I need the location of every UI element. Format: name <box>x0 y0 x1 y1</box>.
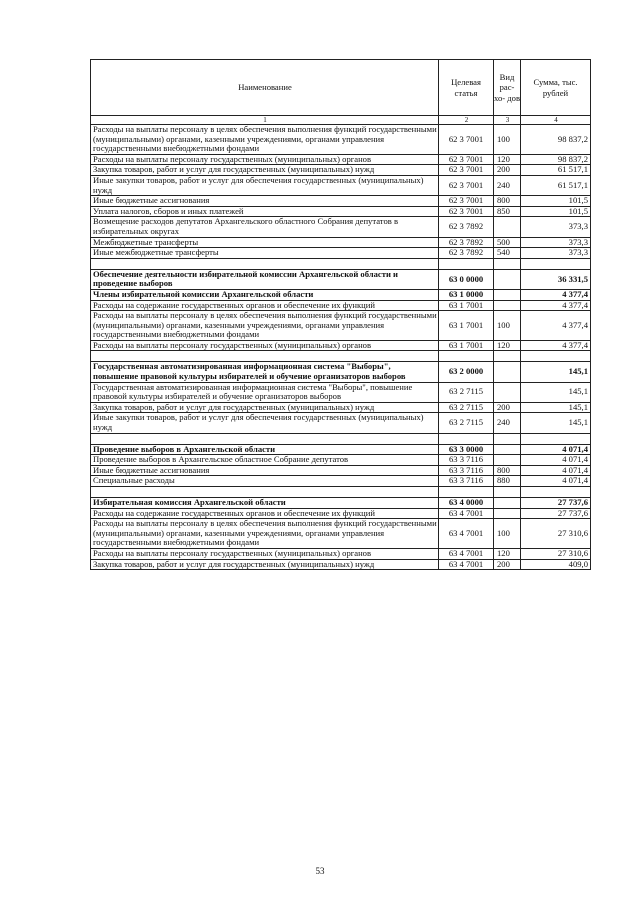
table-row <box>91 402 591 413</box>
cell-kind: 200 <box>494 402 521 413</box>
table-row <box>91 217 591 237</box>
cell-kind: 880 <box>494 476 521 487</box>
cell-kind <box>494 269 521 289</box>
table-row <box>91 154 591 165</box>
cell-name: Закупка товаров, работ и услуг для государственных (муниципальных) нужд <box>91 559 439 570</box>
cell-kind <box>494 444 521 455</box>
cell-sum: 98 837,2 <box>521 125 591 155</box>
cell-kind: 500 <box>494 237 521 248</box>
budget-table <box>90 59 591 570</box>
table-row <box>91 300 591 311</box>
cell-kind <box>494 351 521 362</box>
table-header-row <box>91 60 591 116</box>
cell-sum: 409,0 <box>521 559 591 570</box>
cell-name: Обеспечение деятельности избирательной комиссии Архангельской области и проведение выборов <box>91 269 439 289</box>
cell-code: 63 0 0000 <box>439 269 494 289</box>
cell-name: Расходы на выплаты персоналу в целях обеспечения выполнения функций государственными (муниципальными) органами, казенными учреждениями, органами управления государственными внебюджетными фондами <box>91 311 439 341</box>
cell-name <box>91 487 439 498</box>
table-row <box>91 175 591 195</box>
cell-code <box>439 351 494 362</box>
column-number: 4 <box>521 116 591 125</box>
cell-code: 63 2 7115 <box>439 382 494 402</box>
cell-name: Иные межбюджетные трансферты <box>91 248 439 259</box>
cell-name: Иные бюджетные ассигнования <box>91 196 439 207</box>
cell-sum: 27 310,6 <box>521 519 591 549</box>
cell-sum: 4 071,4 <box>521 455 591 466</box>
cell-sum: 27 737,6 <box>521 498 591 509</box>
cell-code: 62 3 7892 <box>439 217 494 237</box>
cell-name <box>91 351 439 362</box>
cell-sum: 4 377,4 <box>521 340 591 351</box>
cell-name: Расходы на содержание государственных органов и обеспечение их функций <box>91 300 439 311</box>
cell-name <box>91 258 439 269</box>
cell-kind: 240 <box>494 413 521 433</box>
cell-code: 63 4 7001 <box>439 548 494 559</box>
cell-kind <box>494 498 521 509</box>
cell-name: Расходы на выплаты персоналу в целях обеспечения выполнения функций государственными (муниципальными) органами, казенными учреждениями, органами управления государственными внебюджетными фондами <box>91 125 439 155</box>
cell-sum: 4 071,4 <box>521 444 591 455</box>
column-number: 2 <box>439 116 494 125</box>
cell-kind: 120 <box>494 340 521 351</box>
cell-kind: 240 <box>494 175 521 195</box>
cell-code: 63 1 0000 <box>439 289 494 300</box>
cell-sum <box>521 433 591 444</box>
cell-name: Закупка товаров, работ и услуг для государственных (муниципальных) нужд <box>91 165 439 176</box>
cell-name: Уплата налогов, сборов и иных платежей <box>91 206 439 217</box>
table-row <box>91 548 591 559</box>
cell-code: 63 2 0000 <box>439 362 494 382</box>
cell-code: 63 3 7116 <box>439 455 494 466</box>
cell-code <box>439 487 494 498</box>
cell-kind <box>494 258 521 269</box>
cell-code <box>439 433 494 444</box>
cell-sum: 61 517,1 <box>521 175 591 195</box>
cell-kind: 850 <box>494 206 521 217</box>
cell-code: 63 4 7001 <box>439 559 494 570</box>
cell-kind: 540 <box>494 248 521 259</box>
cell-name: Расходы на выплаты персоналу государственных (муниципальных) органов <box>91 154 439 165</box>
cell-kind <box>494 362 521 382</box>
cell-code: 63 3 7116 <box>439 476 494 487</box>
cell-kind <box>494 289 521 300</box>
cell-name: Межбюджетные трансферты <box>91 237 439 248</box>
table-row <box>91 362 591 382</box>
cell-code: 62 3 7001 <box>439 165 494 176</box>
cell-sum: 4 377,4 <box>521 300 591 311</box>
cell-code: 62 3 7001 <box>439 154 494 165</box>
cell-name: Члены избирательной комиссии Архангельской области <box>91 289 439 300</box>
cell-code <box>439 258 494 269</box>
table-row <box>91 165 591 176</box>
cell-sum: 36 331,5 <box>521 269 591 289</box>
cell-name: Проведение выборов в Архангельской области <box>91 444 439 455</box>
cell-code: 63 2 7115 <box>439 402 494 413</box>
cell-code: 62 3 7001 <box>439 125 494 155</box>
table-row <box>91 351 591 362</box>
cell-name: Специальные расходы <box>91 476 439 487</box>
cell-name: Государственная автоматизированная информационная система "Выборы", повышение правовой культуры избирателей и обучение организаторов выборов <box>91 362 439 382</box>
cell-code: 62 3 7001 <box>439 206 494 217</box>
table-row <box>91 258 591 269</box>
cell-name: Расходы на содержание государственных органов и обеспечение их функций <box>91 508 439 519</box>
cell-sum <box>521 351 591 362</box>
table-row <box>91 455 591 466</box>
cell-sum: 61 517,1 <box>521 165 591 176</box>
table-row <box>91 382 591 402</box>
cell-sum: 101,5 <box>521 206 591 217</box>
table-row <box>91 413 591 433</box>
cell-kind <box>494 433 521 444</box>
cell-kind: 800 <box>494 465 521 476</box>
cell-name: Иные бюджетные ассигнования <box>91 465 439 476</box>
cell-kind: 200 <box>494 559 521 570</box>
cell-name: Проведение выборов в Архангельское областное Собрание депутатов <box>91 455 439 466</box>
table-row <box>91 311 591 341</box>
cell-sum <box>521 258 591 269</box>
cell-sum: 145,1 <box>521 402 591 413</box>
table-row <box>91 465 591 476</box>
cell-sum: 145,1 <box>521 382 591 402</box>
table-row <box>91 206 591 217</box>
cell-sum: 98 837,2 <box>521 154 591 165</box>
cell-sum: 4 071,4 <box>521 465 591 476</box>
cell-sum: 27 310,6 <box>521 548 591 559</box>
page-number: 53 <box>315 866 325 876</box>
cell-code: 62 3 7892 <box>439 237 494 248</box>
table-row <box>91 498 591 509</box>
column-number: 1 <box>91 116 439 125</box>
cell-kind <box>494 508 521 519</box>
cell-sum: 101,5 <box>521 196 591 207</box>
cell-kind <box>494 455 521 466</box>
table-row <box>91 340 591 351</box>
cell-sum: 4 377,4 <box>521 289 591 300</box>
cell-sum: 373,3 <box>521 248 591 259</box>
cell-sum <box>521 487 591 498</box>
table-row <box>91 559 591 570</box>
table-row <box>91 433 591 444</box>
cell-sum: 4 071,4 <box>521 476 591 487</box>
cell-name: Расходы на выплаты персоналу государственных (муниципальных) органов <box>91 548 439 559</box>
table-row <box>91 269 591 289</box>
cell-code: 63 1 7001 <box>439 311 494 341</box>
cell-code: 62 3 7001 <box>439 196 494 207</box>
cell-code: 63 1 7001 <box>439 340 494 351</box>
budget-table-body <box>91 60 591 570</box>
table-row <box>91 237 591 248</box>
table-row <box>91 196 591 207</box>
cell-name: Расходы на выплаты персоналу государственных (муниципальных) органов <box>91 340 439 351</box>
cell-sum: 145,1 <box>521 413 591 433</box>
cell-code: 63 4 7001 <box>439 519 494 549</box>
cell-code: 62 3 7001 <box>439 175 494 195</box>
cell-name <box>91 433 439 444</box>
cell-kind: 100 <box>494 311 521 341</box>
cell-kind: 120 <box>494 548 521 559</box>
cell-name: Государственная автоматизированная информационная система "Выборы", повышение правовой культуры избирателей и обучение организаторов выборов <box>91 382 439 402</box>
cell-kind <box>494 217 521 237</box>
table-row <box>91 519 591 549</box>
cell-name: Закупка товаров, работ и услуг для государственных (муниципальных) нужд <box>91 402 439 413</box>
table-row <box>91 487 591 498</box>
cell-code: 63 3 7116 <box>439 465 494 476</box>
cell-code: 63 1 7001 <box>439 300 494 311</box>
cell-code: 62 3 7892 <box>439 248 494 259</box>
budget-table-container <box>90 59 590 570</box>
cell-sum: 373,3 <box>521 217 591 237</box>
cell-name: Избирательная комиссия Архангельской области <box>91 498 439 509</box>
table-row <box>91 508 591 519</box>
header-kind: Вид рас- хо- дов <box>494 60 521 116</box>
cell-name: Иные закупки товаров, работ и услуг для обеспечения государственных (муниципальных) нужд <box>91 175 439 195</box>
table-row <box>91 444 591 455</box>
table-row <box>91 125 591 155</box>
cell-sum: 4 377,4 <box>521 311 591 341</box>
cell-kind: 100 <box>494 519 521 549</box>
cell-sum: 373,3 <box>521 237 591 248</box>
table-row <box>91 248 591 259</box>
cell-kind: 800 <box>494 196 521 207</box>
cell-kind: 100 <box>494 125 521 155</box>
header-sum: Сумма, тыс. рублей <box>521 60 591 116</box>
cell-kind <box>494 300 521 311</box>
table-row <box>91 289 591 300</box>
cell-name: Иные закупки товаров, работ и услуг для обеспечения государственных (муниципальных) нужд <box>91 413 439 433</box>
table-row <box>91 476 591 487</box>
cell-sum: 145,1 <box>521 362 591 382</box>
cell-sum: 27 737,6 <box>521 508 591 519</box>
cell-code: 63 4 0000 <box>439 498 494 509</box>
header-name: Наименование <box>91 60 439 116</box>
column-number: 3 <box>494 116 521 125</box>
cell-kind <box>494 487 521 498</box>
cell-kind: 200 <box>494 165 521 176</box>
header-code: Целевая статья <box>439 60 494 116</box>
cell-name: Возмещение расходов депутатов Архангельского областного Собрания депутатов в избирательных округах <box>91 217 439 237</box>
cell-kind <box>494 382 521 402</box>
cell-code: 63 2 7115 <box>439 413 494 433</box>
cell-name: Расходы на выплаты персоналу в целях обеспечения выполнения функций государственными (муниципальными) органами, казенными учреждениями, органами управления государственными внебюджетными фондами <box>91 519 439 549</box>
cell-kind: 120 <box>494 154 521 165</box>
cell-code: 63 4 7001 <box>439 508 494 519</box>
cell-code: 63 3 0000 <box>439 444 494 455</box>
